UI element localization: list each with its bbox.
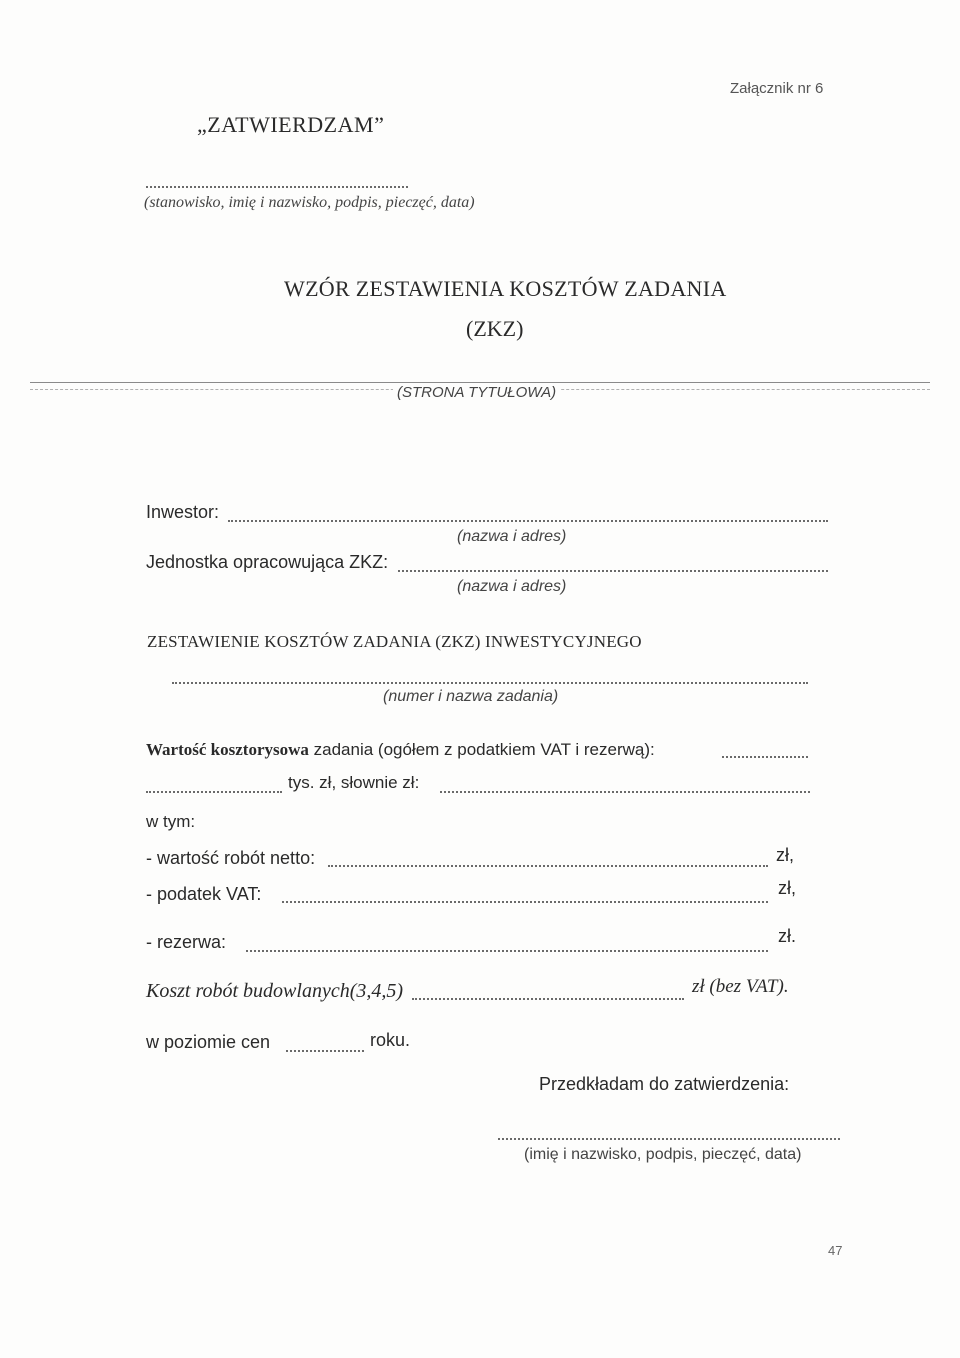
vat-label: - podatek VAT: bbox=[146, 884, 262, 904]
title-rule-top bbox=[30, 382, 930, 383]
price-level-label: w poziomie cen bbox=[146, 1032, 271, 1052]
net-field[interactable] bbox=[328, 865, 768, 867]
cost-value-label-bold: Wartość kosztorysowa bbox=[146, 740, 309, 759]
price-level-unit: roku. bbox=[370, 1030, 411, 1050]
vat-unit: zł, bbox=[778, 878, 796, 898]
construction-field[interactable] bbox=[412, 998, 684, 1000]
section-heading: ZESTAWIENIE KOSZTÓW ZADANIA (ZKZ) INWESTYCYJNEGO bbox=[147, 632, 642, 651]
attachment-number: Załącznik nr 6 bbox=[730, 80, 824, 97]
unit-caption: (nazwa i adres) bbox=[457, 578, 567, 595]
unit-label: Jednostka opracowująca ZKZ: bbox=[146, 552, 389, 572]
net-unit: zł, bbox=[776, 845, 794, 865]
cost-value-field[interactable] bbox=[722, 756, 808, 758]
cost-thousands-field[interactable] bbox=[146, 791, 282, 793]
reserve-field[interactable] bbox=[246, 950, 768, 952]
unit-field[interactable] bbox=[398, 570, 828, 572]
document-subtitle: (STRONA TYTUŁOWA) bbox=[393, 384, 560, 401]
submit-label: Przedkładam do zatwierdzenia: bbox=[539, 1074, 790, 1094]
cost-value-label-rest: zadania (ogółem z podatkiem VAT i rezerwą): bbox=[308, 740, 655, 759]
investor-field[interactable] bbox=[228, 520, 828, 522]
cost-words-field[interactable] bbox=[440, 791, 810, 793]
page-number: 47 bbox=[828, 1243, 843, 1258]
construction-label: Koszt robót budowlanych(3,4,5) bbox=[146, 980, 404, 1002]
approve-heading: „ZATWIERDZAM” bbox=[197, 112, 385, 137]
document-title-abbr: (ZKZ) bbox=[466, 316, 524, 341]
net-label: - wartość robót netto: bbox=[146, 848, 316, 868]
submit-signature-line[interactable] bbox=[498, 1138, 840, 1140]
cost-value-label bbox=[146, 740, 655, 760]
document-title: WZÓR ZESTAWIENIA KOSZTÓW ZADANIA bbox=[284, 276, 727, 301]
investor-caption: (nazwa i adres) bbox=[457, 528, 567, 545]
reserve-unit: zł. bbox=[778, 926, 796, 946]
construction-unit: zł (bez VAT). bbox=[692, 976, 789, 997]
submit-caption: (imię i nazwisko, podpis, pieczęć, data) bbox=[524, 1146, 802, 1163]
investor-label: Inwestor: bbox=[146, 502, 220, 522]
price-level-field[interactable] bbox=[286, 1050, 364, 1052]
task-field[interactable] bbox=[172, 682, 808, 684]
approve-signature-line bbox=[146, 186, 408, 188]
approve-caption: (stanowisko, imię i nazwisko, podpis, pieczęć, data) bbox=[144, 194, 475, 211]
task-caption: (numer i nazwa zadania) bbox=[383, 688, 559, 705]
cost-words-label: tys. zł, słownie zł: bbox=[288, 773, 420, 792]
in-which-label: w tym: bbox=[146, 812, 196, 831]
vat-field[interactable] bbox=[282, 901, 768, 903]
reserve-label: - rezerwa: bbox=[146, 932, 227, 952]
